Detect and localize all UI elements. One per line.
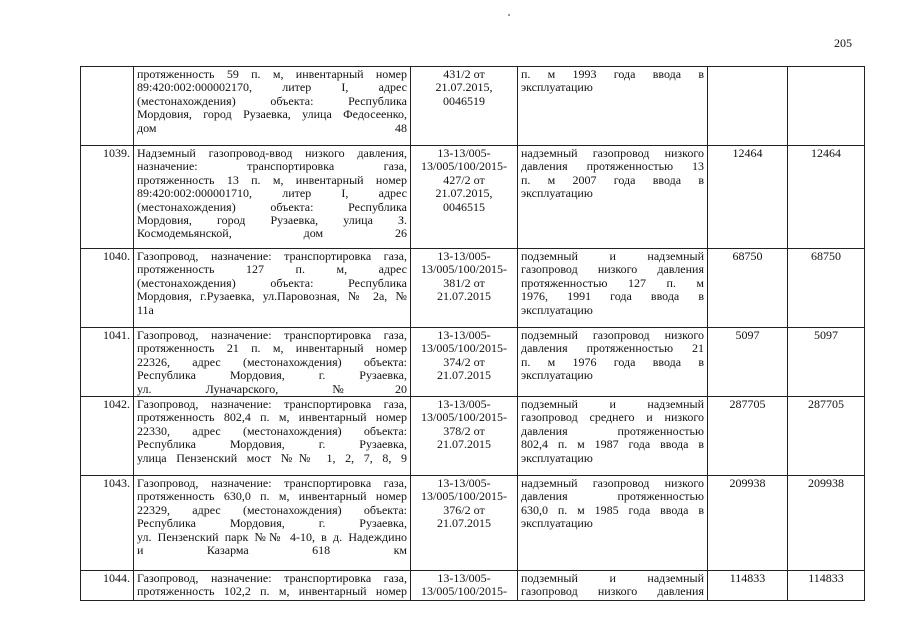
- description-cell: [518, 570, 708, 600]
- cell-line: 381/2 от: [443, 276, 485, 290]
- value-cell: 287705: [708, 396, 788, 475]
- table-row: [81, 570, 865, 600]
- cell-line: 427/2 от: [443, 173, 485, 187]
- row-number-cell: [81, 67, 134, 146]
- cell-line: надземный газопровод низкого: [521, 476, 704, 490]
- cell-line: 802,4 п. м 1987 года ввода в: [521, 438, 704, 452]
- cell-line: 22330, адрес (местонахождения) объекта:: [137, 424, 407, 438]
- cell-line: эксплуатацию: [521, 369, 593, 383]
- row-number-cell: 1041.: [81, 328, 134, 397]
- value-cell: 12464: [788, 146, 865, 249]
- cell-line: (местонахождения) объекта: Республика: [137, 200, 407, 214]
- table-row: [81, 67, 865, 146]
- registry-table: [80, 66, 865, 601]
- cell-line: п. м 2007 года ввода в: [521, 173, 704, 187]
- cell-line: 13/005/100/2015-: [421, 160, 507, 174]
- cell-line: 21.07.2015: [437, 290, 491, 304]
- cell-line: протяженность 802,4 п. м, инвентарный номер: [137, 411, 407, 425]
- value-cell: 114833: [788, 570, 865, 600]
- cell-line: протяженность 630,0 п. м, инвентарный номер: [137, 490, 407, 504]
- value-cell: 5097: [788, 328, 865, 397]
- registration-cell: [411, 475, 518, 570]
- cell-line: п. м 1976 года ввода в: [521, 355, 704, 369]
- cell-line: 376/2 от: [443, 503, 485, 517]
- value-cell: 209938: [788, 475, 865, 570]
- cell-line: дом 48: [137, 121, 407, 135]
- cell-line: протяженность 13 п. м, инвентарный номер: [137, 173, 407, 187]
- value-cell: [788, 67, 865, 146]
- cell-line: 21.07.2015: [437, 438, 491, 452]
- cell-line: протяженность 127 п. м, адрес: [137, 263, 407, 277]
- table-row: [81, 328, 865, 397]
- registration-cell: [411, 328, 518, 397]
- cell-line: эксплуатацию: [521, 303, 593, 317]
- cell-line: 431/2 от: [443, 68, 485, 81]
- cell-line: Республика Мордовия, г. Рузаевка,: [137, 517, 407, 531]
- cell-line: ул. Луначарского, №20: [137, 382, 407, 396]
- cell-line: подземный и надземный: [521, 571, 704, 585]
- cell-line: 89:420:002:000002170, литер I, адрес: [137, 81, 407, 95]
- description-cell: [518, 249, 708, 328]
- object-name-cell: [134, 396, 411, 475]
- cell-line: давления протяженностью 13: [521, 160, 704, 174]
- cell-line: 378/2 от: [443, 424, 485, 438]
- object-name-cell: [134, 328, 411, 397]
- cell-line: 13/005/100/2015-: [421, 585, 507, 599]
- registration-cell: [411, 249, 518, 328]
- cell-line: 13-13/005-: [437, 476, 491, 490]
- row-number-cell: 1039.: [81, 146, 134, 249]
- cell-line: 13/005/100/2015-: [421, 342, 507, 356]
- cell-line: Газопровод, назначение: транспортировка газа,: [137, 250, 407, 263]
- cell-line: п. м 1993 года ввода в: [521, 68, 704, 81]
- description-cell: [518, 396, 708, 475]
- value-cell: 5097: [708, 328, 788, 397]
- row-number-cell: 1040.: [81, 249, 134, 328]
- registration-cell: [411, 67, 518, 146]
- cell-line: 21.07.2015: [437, 517, 491, 531]
- cell-line: (местонахождения) объекта: Республика: [137, 276, 407, 290]
- page-number: 205: [834, 36, 852, 50]
- cell-line: 13/005/100/2015-: [421, 490, 507, 504]
- cell-line: 1976, 1991 года ввода в: [521, 290, 704, 304]
- description-cell: [518, 146, 708, 249]
- cell-line: назначение: транспортировка газа,: [137, 160, 407, 174]
- description-cell: [518, 67, 708, 146]
- object-name-cell: [134, 67, 411, 146]
- cell-line: 13-13/005-: [437, 250, 491, 263]
- cell-line: 89:420:002:000001710, литер I, адрес: [137, 187, 407, 201]
- cell-line: газопровод низкого давления: [521, 263, 704, 277]
- object-name-cell: [134, 475, 411, 570]
- value-cell: 12464: [708, 146, 788, 249]
- cell-line: протяженность 59 п. м, инвентарный номер: [137, 68, 407, 81]
- row-number-cell: 1043.: [81, 475, 134, 570]
- cell-line: эксплуатацию: [521, 81, 593, 95]
- cell-line: эксплуатацию: [521, 451, 593, 465]
- value-cell: 114833: [708, 570, 788, 600]
- cell-line: давления протяженностью: [521, 424, 704, 438]
- cell-line: надземный газопровод низкого: [521, 147, 704, 160]
- cell-line: Газопровод, назначение: транспортировка газа,: [137, 329, 407, 342]
- row-number-cell: 1044.: [81, 570, 134, 600]
- cell-line: подземный газопровод низкого: [521, 329, 704, 342]
- cell-line: Мордовия, город Рузаевка, улица З.: [137, 213, 407, 227]
- cell-line: давления протяженностью: [521, 490, 704, 504]
- cell-line: Надземный газопровод-ввод низкого давления,: [137, 147, 407, 160]
- cell-line: протяженность 21 п. м, инвентарный номер: [137, 342, 407, 356]
- cell-line: эксплуатацию: [521, 187, 593, 201]
- value-cell: 68750: [788, 249, 865, 328]
- value-cell: 68750: [708, 249, 788, 328]
- cell-line: 13/005/100/2015-: [421, 263, 507, 277]
- cell-line: эксплуатацию: [521, 517, 593, 531]
- cell-line: ул. Пензенский парк №№ 4-10, в д. Надеждино: [137, 530, 407, 544]
- cell-line: 22326, адрес (местонахождения) объекта:: [137, 355, 407, 369]
- cell-line: Газопровод, назначение: транспортировка газа,: [137, 476, 407, 490]
- registration-cell: [411, 570, 518, 600]
- cell-line: Газопровод, назначение: транспортировка газа,: [137, 397, 407, 411]
- cell-line: улица Пензенский мост №№ 1, 2, 7, 8, 9: [137, 451, 407, 465]
- cell-line: (местонахождения) объекта: Республика: [137, 94, 407, 108]
- cell-line: 13-13/005-: [437, 397, 491, 411]
- table-row: [81, 146, 865, 249]
- table-row: [81, 396, 865, 475]
- cell-line: и Казарма 618 км: [137, 543, 407, 557]
- description-cell: [518, 475, 708, 570]
- cell-line: 13-13/005-: [437, 147, 491, 160]
- cell-line: 21.07.2015,: [435, 187, 493, 201]
- cell-line: протяженностью 127 п. м: [521, 276, 704, 290]
- cell-line: Мордовия, г.Рузаевка, ул.Паровозная, № 2а, №: [137, 290, 407, 304]
- registration-cell: [411, 396, 518, 475]
- cell-line: Республика Мордовия, г. Рузаевка,: [137, 438, 407, 452]
- cell-line: газопровод низкого давления: [521, 585, 704, 599]
- value-cell: 287705: [788, 396, 865, 475]
- object-name-cell: [134, 249, 411, 328]
- cell-line: Космодемьянской, дом 26: [137, 227, 407, 241]
- scan-speck: [508, 14, 510, 16]
- cell-line: 11а: [137, 303, 154, 317]
- row-number-cell: 1042.: [81, 396, 134, 475]
- value-cell: [708, 67, 788, 146]
- cell-line: 13/005/100/2015-: [421, 411, 507, 425]
- cell-line: газопровод среднего и низкого: [521, 411, 704, 425]
- description-cell: [518, 328, 708, 397]
- cell-line: 0046515: [443, 200, 485, 214]
- cell-line: 374/2 от: [443, 355, 485, 369]
- cell-line: 21.07.2015,: [435, 81, 493, 95]
- value-cell: 209938: [708, 475, 788, 570]
- cell-line: Газопровод, назначение: транспортировка газа,: [137, 571, 407, 585]
- cell-line: 0046519: [443, 94, 485, 108]
- cell-line: 630,0 п. м 1985 года ввода в: [521, 503, 704, 517]
- cell-line: давления протяженностью 21: [521, 342, 704, 356]
- cell-line: протяженность 102,2 п. м, инвентарный номер: [137, 585, 407, 599]
- cell-line: Мордовия, город Рузаевка, улица Федосеенко,: [137, 108, 407, 122]
- object-name-cell: [134, 146, 411, 249]
- object-name-cell: [134, 570, 411, 600]
- cell-line: 22329, адрес (местонахождения) объекта:: [137, 503, 407, 517]
- cell-line: 13-13/005-: [437, 329, 491, 342]
- cell-line: 13-13/005-: [437, 571, 491, 585]
- table-row: [81, 249, 865, 328]
- registration-cell: [411, 146, 518, 249]
- cell-line: Республика Мордовия, г. Рузаевка,: [137, 369, 407, 383]
- cell-line: 21.07.2015: [437, 369, 491, 383]
- table-row: [81, 475, 865, 570]
- cell-line: подземный и надземный: [521, 250, 704, 263]
- cell-line: подземный и надземный: [521, 397, 704, 411]
